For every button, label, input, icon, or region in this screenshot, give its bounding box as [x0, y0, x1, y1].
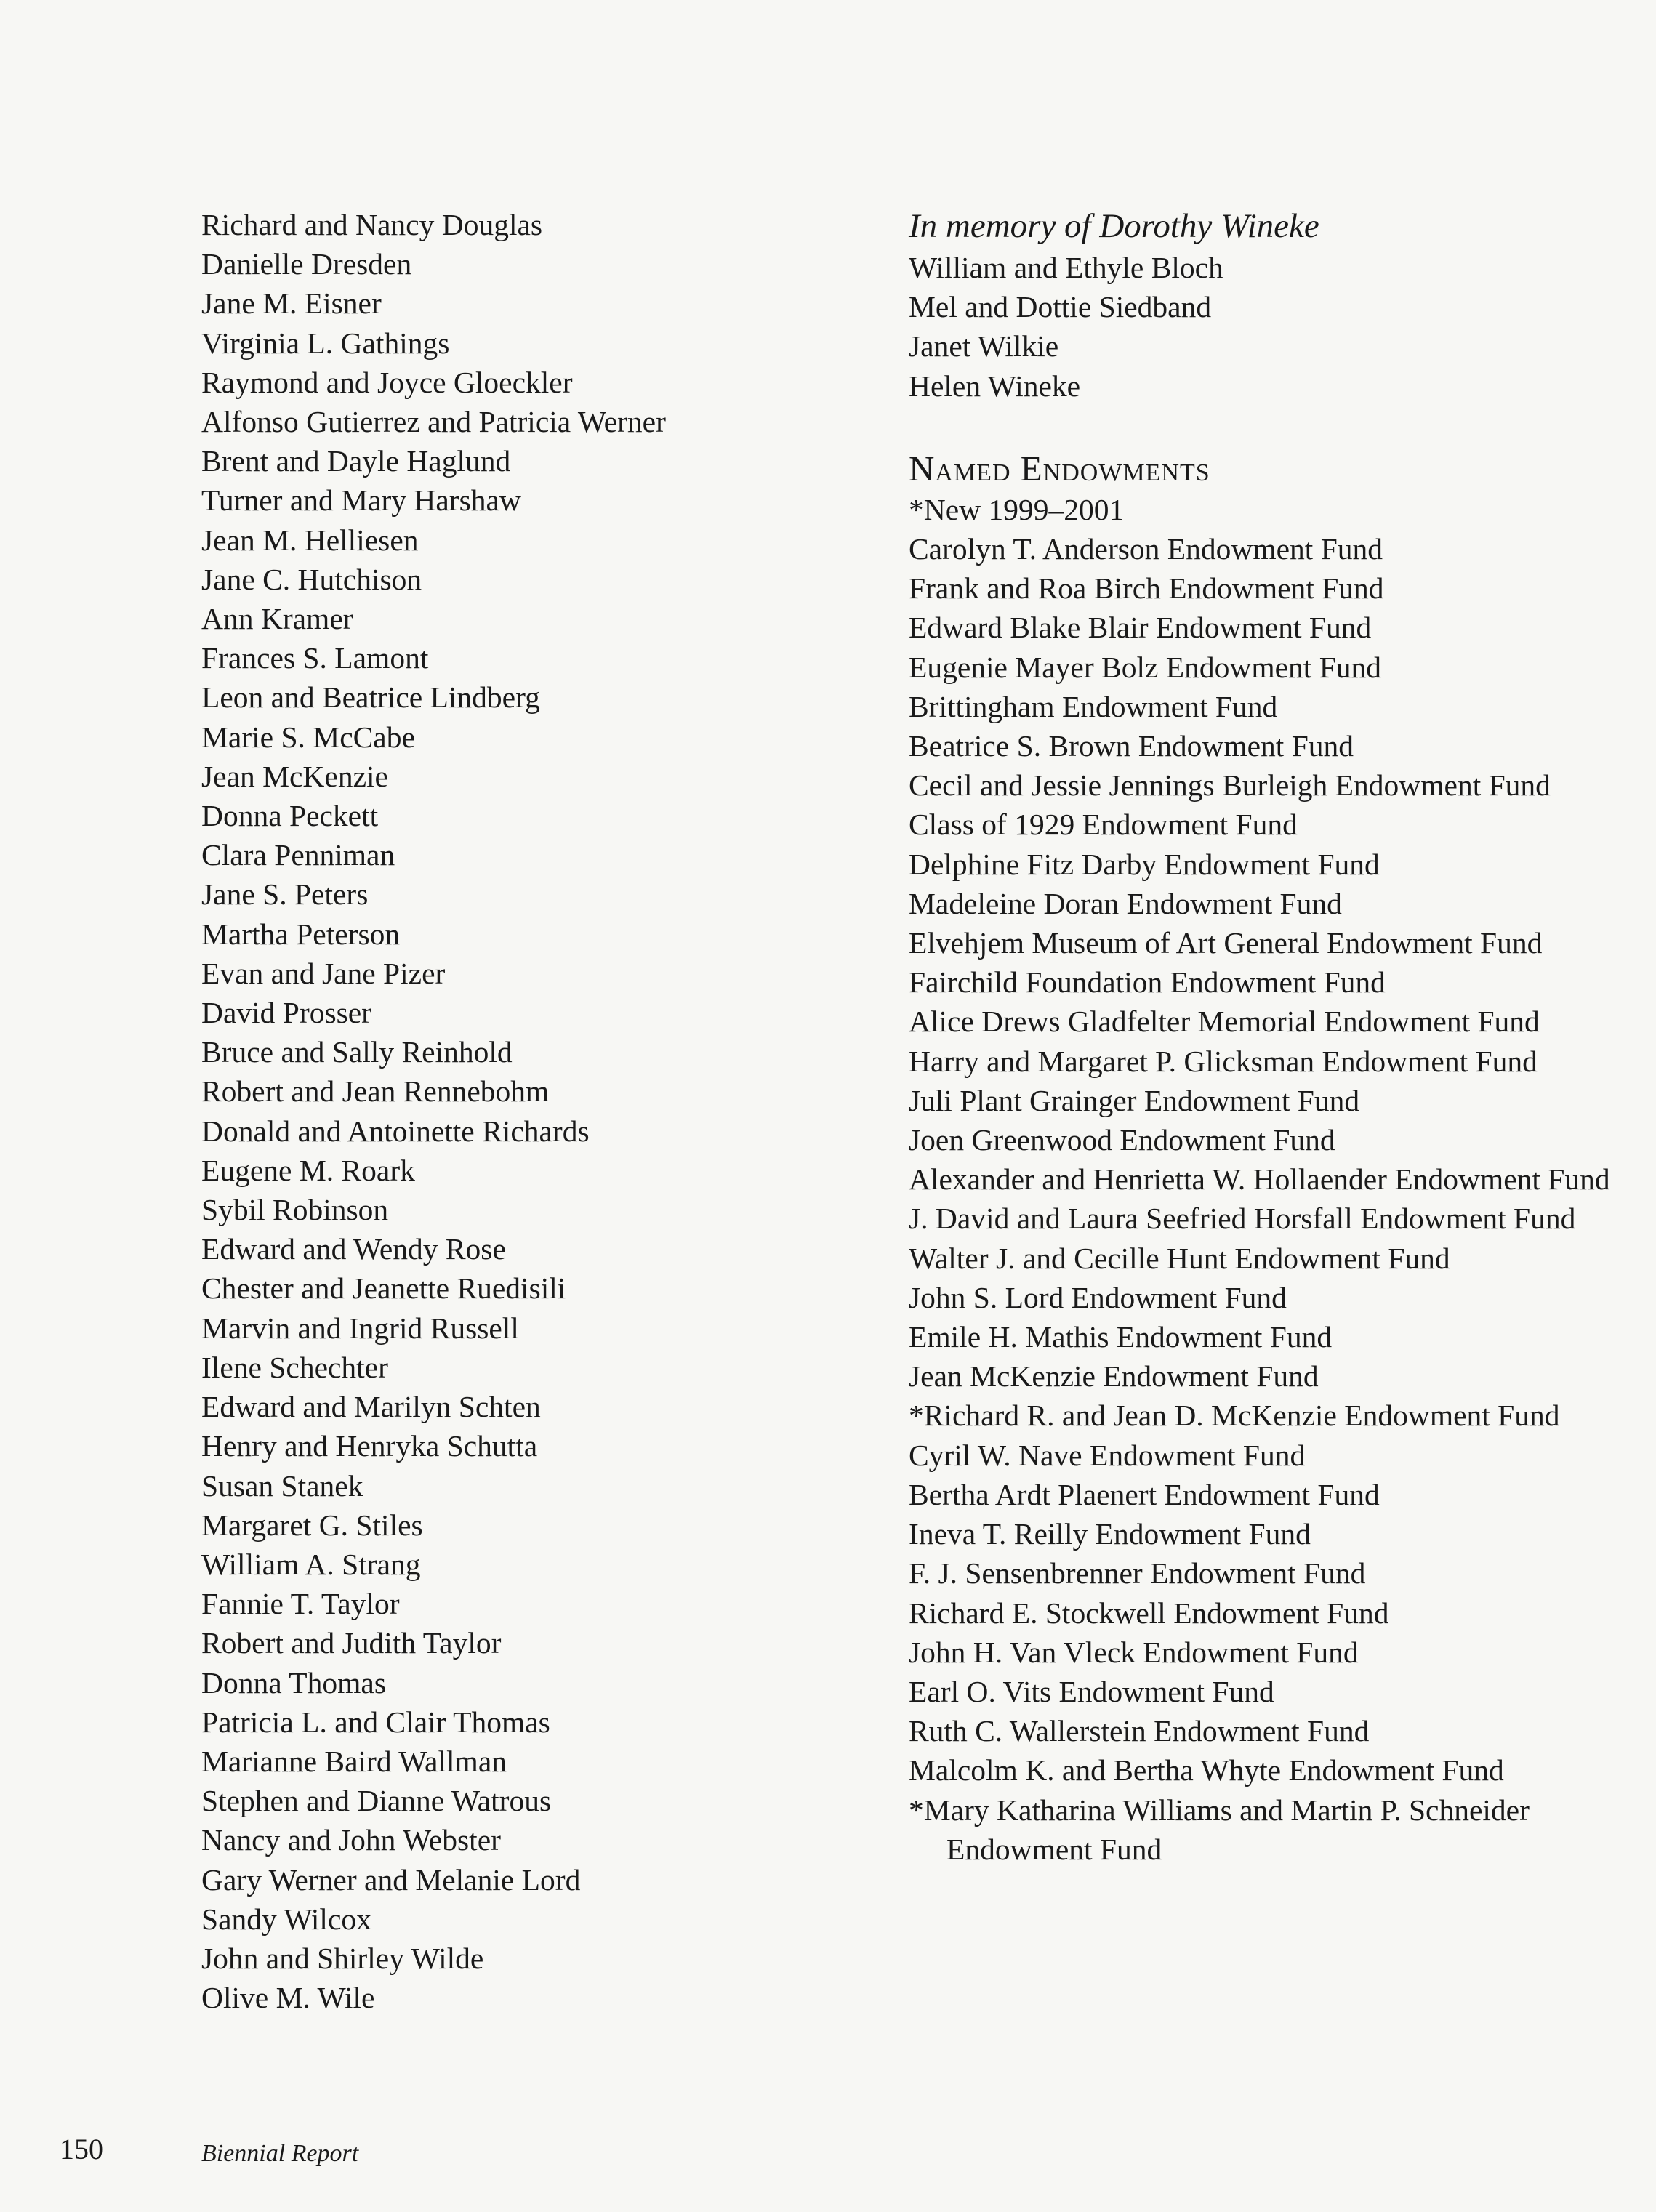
donor-name: Richard and Nancy Douglas [201, 208, 543, 241]
donor-name: Martha Peterson [201, 917, 401, 951]
donor-name: John and Shirley Wilde [201, 1941, 484, 1975]
donor-name: Marianne Baird Wallman [201, 1744, 507, 1778]
memorial-donor-name: Janet Wilkie [909, 329, 1059, 363]
donor-name: Jane M. Eisner [201, 286, 382, 321]
donor-name: Susan Stanek [201, 1468, 363, 1503]
memorial-donor-name: William and Ethyle Bloch [909, 251, 1223, 284]
endowment-fund: Madeleine Doran Endowment Fund [909, 886, 1342, 920]
donor-name: Jane C. Hutchison [201, 562, 422, 596]
publication-title: Biennial Report [201, 2140, 359, 2167]
endowment-fund: Class of 1929 Endowment Fund [909, 808, 1298, 842]
endowment-fund: Walter J. and Cecille Hunt Endowment Fund [909, 1241, 1450, 1275]
endowment-fund: Ruth C. Wallerstein Endowment Fund [909, 1714, 1370, 1748]
donor-name: Robert and Judith Taylor [201, 1626, 502, 1660]
donor-name: Donna Peckett [201, 799, 379, 833]
endowment-list [909, 529, 1636, 1869]
endowment-fund: Edward Blake Blair Endowment Fund [909, 611, 1372, 645]
donor-name: Edward and Marilyn Schten [201, 1390, 541, 1424]
donor-name: Donald and Antoinette Richards [201, 1114, 590, 1148]
endowments-note: *New 1999–2001 [909, 492, 1125, 526]
donor-name: William A. Strang [201, 1547, 421, 1581]
endowment-fund: Alexander and Henrietta W. Hollaender Endowment Fund [909, 1162, 1610, 1197]
endowment-fund: Brittingham Endowment Fund [909, 689, 1278, 723]
donor-name: Fannie T. Taylor [201, 1587, 400, 1621]
donor-name: Frances S. Lamont [201, 641, 429, 675]
section-spacer [909, 406, 1636, 448]
donor-name: Sandy Wilcox [201, 1902, 371, 1936]
endowment-fund: John S. Lord Endowment Fund [909, 1280, 1287, 1314]
memorial-donor-name: Mel and Dottie Siedband [909, 290, 1212, 324]
endowment-fund: Cecil and Jessie Jennings Burleigh Endowment Fund [909, 768, 1551, 803]
endowment-fund: J. David and Laura Seefried Horsfall Endowment Fund [909, 1202, 1576, 1236]
donor-name: Brent and Dayle Haglund [201, 444, 511, 478]
donor-name: Leon and Beatrice Lindberg [201, 680, 540, 715]
endowments-heading: Named Endowments [909, 448, 1210, 488]
memorial-heading: In memory of Dorothy Wineke [909, 207, 1319, 245]
endowment-fund: Carolyn T. Anderson Endowment Fund [909, 532, 1383, 566]
endowment-fund: F. J. Sensenbrenner Endowment Fund [909, 1556, 1366, 1590]
endowment-fund: Fairchild Foundation Endowment Fund [909, 965, 1386, 1000]
donor-name: Alfonso Gutierrez and Patricia Werner [201, 405, 666, 439]
endowment-fund: Richard E. Stockwell Endowment Fund [909, 1596, 1389, 1630]
endowment-fund: Malcolm K. and Bertha Whyte Endowment Fund [909, 1753, 1504, 1787]
donor-name: Clara Penniman [201, 838, 395, 872]
endowment-fund: Eugenie Mayer Bolz Endowment Fund [909, 650, 1382, 684]
endowment-fund: John H. Van Vleck Endowment Fund [909, 1635, 1359, 1669]
donor-name: Ilene Schechter [201, 1350, 388, 1384]
donor-name: Jane S. Peters [201, 877, 369, 912]
memorial-names [909, 248, 1636, 406]
donor-name: Stephen and Dianne Watrous [201, 1784, 552, 1818]
endowment-fund: Joen Greenwood Endowment Fund [909, 1123, 1335, 1157]
endowment-fund: Harry and Margaret P. Glicksman Endowment Fund [909, 1044, 1538, 1078]
donor-name: Jean McKenzie [201, 759, 388, 793]
donor-name: Marie S. McCabe [201, 720, 415, 754]
endowment-fund: Elvehjem Museum of Art General Endowment Fund [909, 926, 1543, 960]
donor-name: Henry and Henryka Schutta [201, 1429, 538, 1463]
endowment-fund: Juli Plant Grainger Endowment Fund [909, 1083, 1360, 1117]
donor-name: Bruce and Sally Reinhold [201, 1035, 513, 1069]
donor-name: Sybil Robinson [201, 1193, 389, 1227]
donor-name: Patricia L. and Clair Thomas [201, 1705, 550, 1739]
endowment-fund: Alice Drews Gladfelter Memorial Endowment Fund [909, 1005, 1540, 1039]
donor-name: Nancy and John Webster [201, 1823, 501, 1857]
donor-name: Chester and Jeanette Ruedisili [201, 1271, 566, 1306]
right-column [909, 205, 1636, 1869]
donor-name: Margaret G. Stiles [201, 1508, 423, 1542]
memorial-donor-name: Helen Wineke [909, 369, 1081, 403]
donor-name: Olive M. Wile [201, 1981, 375, 2015]
endowment-fund: *Mary Katharina Williams and Martin P. Schneider Endowment Fund [909, 1793, 1530, 1866]
donor-name: Edward and Wendy Rose [201, 1232, 506, 1266]
donor-name: Eugene M. Roark [201, 1153, 415, 1187]
endowment-fund: Emile H. Mathis Endowment Fund [909, 1320, 1333, 1354]
donor-name: Gary Werner and Melanie Lord [201, 1862, 581, 1897]
endowment-fund: Frank and Roa Birch Endowment Fund [909, 571, 1384, 606]
endowment-fund: Earl O. Vits Endowment Fund [909, 1674, 1274, 1708]
donor-name: Marvin and Ingrid Russell [201, 1311, 519, 1345]
donor-name: Ann Kramer [201, 602, 353, 636]
donor-name: Evan and Jane Pizer [201, 956, 446, 990]
donor-name: Jean M. Helliesen [201, 523, 419, 557]
donor-name: Virginia L. Gathings [201, 326, 450, 360]
donor-name: Donna Thomas [201, 1665, 386, 1700]
endowment-fund: Jean McKenzie Endowment Fund [909, 1359, 1319, 1393]
donor-name: Turner and Mary Harshaw [201, 483, 521, 518]
donor-name: Raymond and Joyce Gloeckler [201, 365, 573, 399]
endowment-fund: Delphine Fitz Darby Endowment Fund [909, 847, 1380, 881]
donor-list [201, 205, 856, 2017]
endowment-fund: *Richard R. and Jean D. McKenzie Endowment Fund [909, 1399, 1560, 1433]
donor-name: Robert and Jean Rennebohm [201, 1074, 550, 1109]
endowment-fund: Beatrice S. Brown Endowment Fund [909, 729, 1354, 763]
page-number: 150 [60, 2133, 103, 2165]
endowment-fund: Ineva T. Reilly Endowment Fund [909, 1517, 1311, 1551]
endowment-fund: Cyril W. Nave Endowment Fund [909, 1438, 1306, 1472]
donor-name: Danielle Dresden [201, 247, 412, 281]
endowment-fund: Bertha Ardt Plaenert Endowment Fund [909, 1477, 1380, 1511]
donor-name: David Prosser [201, 996, 371, 1030]
